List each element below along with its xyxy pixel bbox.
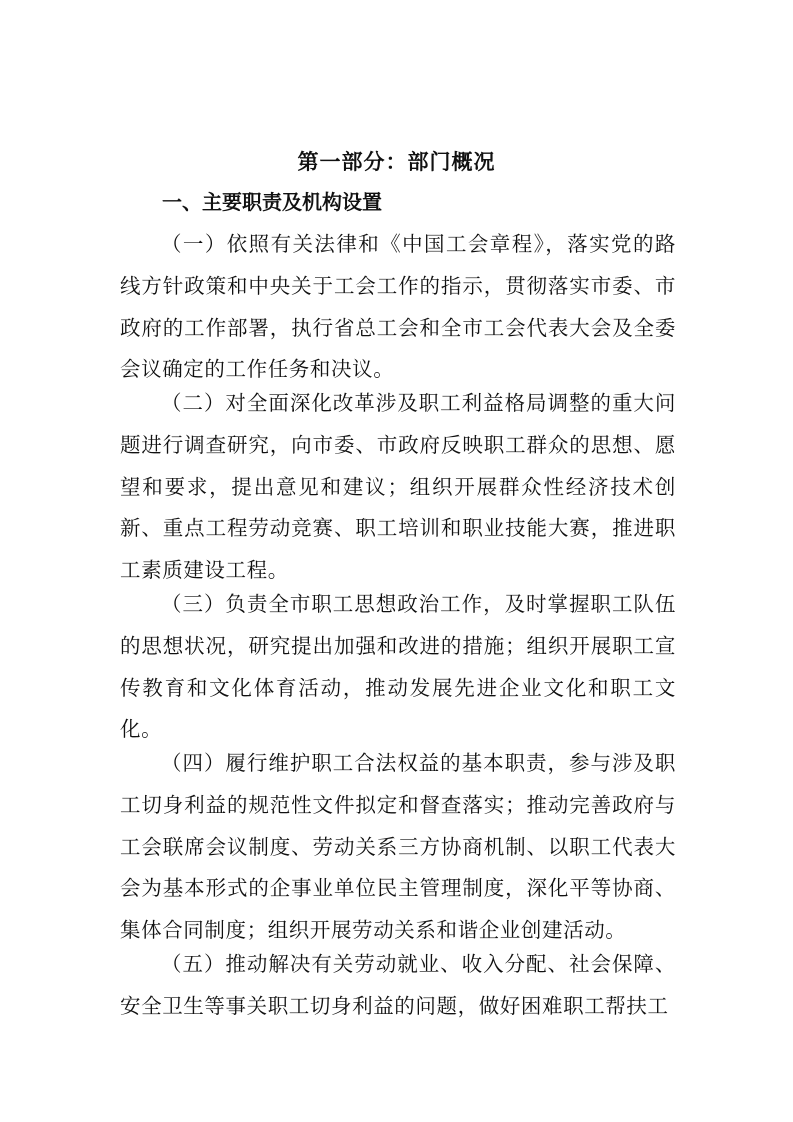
paragraph-1: （一）依照有关法律和《中国工会章程》，落实党的路线方针政策和中央关于工会工作的指示，贯彻落实市委、市政府的工作部署，执行省总工会和全市工会代表大会及全委会议确定的工作任务和决议。 <box>120 232 676 382</box>
section-heading: 一、主要职责及机构设置 <box>162 190 382 214</box>
paragraph-5: （五）推动解决有关劳动就业、收入分配、社会保障、安全卫生等事关职工切身利益的问题，做好困难职工帮扶工 <box>120 952 676 1018</box>
document-title: 第一部分：部门概况 <box>297 150 496 174</box>
paragraph-4: （四）履行维护职工合法权益的基本职责，参与涉及职工切身利益的规范性文件拟定和督查落实；推动完善政府与工会联席会议制度、劳动关系三方协商机制、以职工代表大会为基本形式的企事业单位民主管理制度，深化平等协商、集体合同制度；组织开展劳动关系和谐企业创建活动。 <box>120 751 676 943</box>
paragraph-2: （二）对全面深化改革涉及职工利益格局调整的重大问题进行调查研究，向市委、市政府反映职工群众的思想、愿望和要求，提出意见和建议；组织开展群众性经济技术创新、重点工程劳动竞赛、职工培训和职业技能大赛，推进职工素质建设工程。 <box>120 391 676 583</box>
paragraph-3: （三）负责全市职工思想政治工作，及时掌握职工队伍的思想状况，研究提出加强和改进的措施；组织开展职工宣传教育和文化体育活动，推动发展先进企业文化和职工文化。 <box>120 592 676 742</box>
